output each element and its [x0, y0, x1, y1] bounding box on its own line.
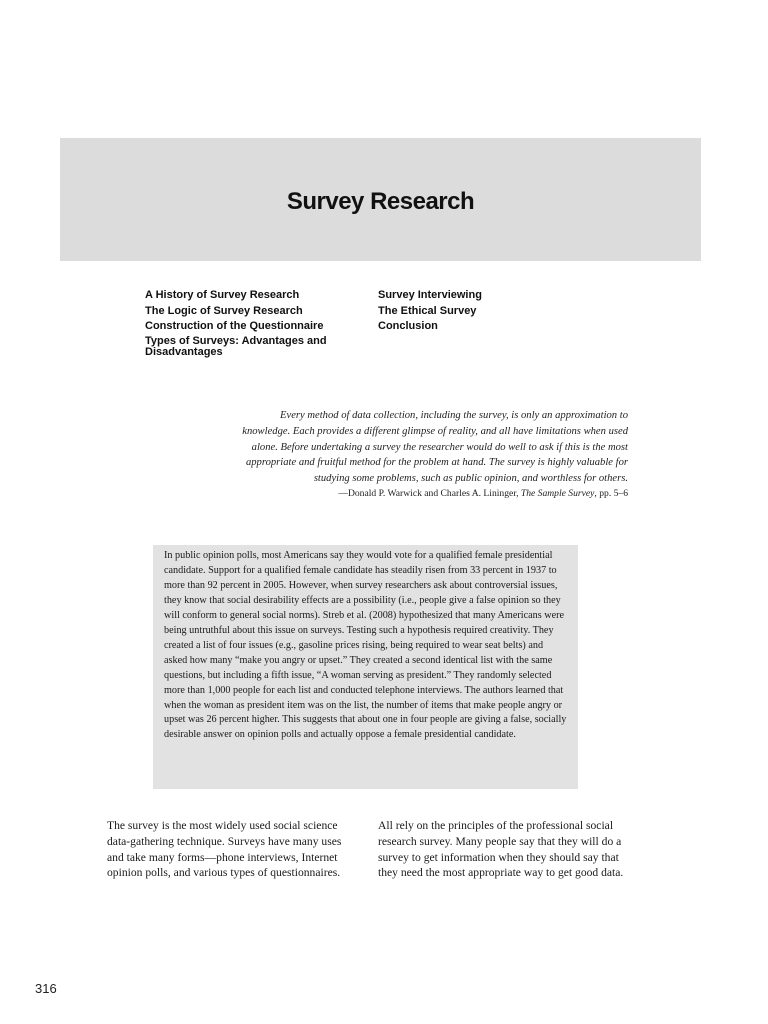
toc-item: A History of Survey Research	[145, 289, 300, 301]
body-column-right: All rely on the principles of the professional social research survey. Many people say that they will do a survey to get information when they should say that they need the most appropriate way to get good data.	[378, 819, 624, 880]
toc-item: The Ethical Survey	[378, 304, 477, 317]
toc-item: Construction of the Questionnaire	[145, 320, 324, 332]
epigraph	[230, 408, 628, 502]
attribution-book-title: The Sample Survey	[520, 487, 595, 499]
toc-item: Survey Interviewing	[378, 289, 482, 301]
vignette-text: In public opinion polls, most Americans say they would vote for a qualified female presidential candidate. Support for a qualified female candidate has steadily risen from 33 percent in 1937 to more than 92 percent in 2005. However, when survey researchers ask about controversial issues, they know that social desirability effects are a possibility (i.e., people give a false opinion so they will conform to general social norms). Streb et al. (2008) hypothesized that many Americans were being untruthful about this issue on surveys. Testing such a hypothesis required creativity. They created a list of four issues (e.g., gasoline prices rising, being required to wear seat belts) and asked how many “make you angry or upset.” They created a second identical list with the same questions, but including a fifth issue, “A woman serving as president.” They randomly selected more than 1,000 people for each list and conducted telephone interviews. The authors learned that when the woman as president item was on the list, the number of items that make people angry or upset was 26 percent higher. This suggests that about one in four people are giving a false, socially desirable answer on opinion polls and actually oppose a female presidential candidate.	[164, 550, 567, 741]
body-column-left: The survey is the most widely used social science data-gathering technique. Surveys have many uses and take many forms—phone interviews, Internet opinion polls, and various types of questionnaires.	[107, 819, 342, 880]
chapter-contents-right	[378, 288, 558, 335]
attribution-authors: —Donald P. Warwick and Charles A. Lininger,	[338, 487, 521, 499]
chapter-title-band	[60, 138, 701, 261]
page-number: 316	[35, 981, 57, 996]
toc-item: Conclusion	[378, 320, 438, 332]
opening-vignette-box	[153, 545, 578, 789]
epigraph-quote: Every method of data collection, including the survey, is only an approximation to knowledge. Each provides a different glimpse of reality, and all have limitations when used alone. Before undertaking a survey the researcher would do well to ask if this is the most appropriate and fruitful method for the problem at hand. The survey is highly valuable for studying some problems, such as public opinion, and worthless for others.	[242, 410, 628, 485]
attribution-pages: , pp. 5–6	[594, 487, 628, 499]
toc-item: The Logic of Survey Research	[145, 304, 303, 317]
chapter-title: Survey Research	[286, 188, 475, 215]
toc-item: Types of Surveys: Advantages and Disadvantages	[145, 334, 327, 358]
epigraph-attribution	[230, 486, 628, 502]
chapter-contents-left	[145, 288, 335, 359]
